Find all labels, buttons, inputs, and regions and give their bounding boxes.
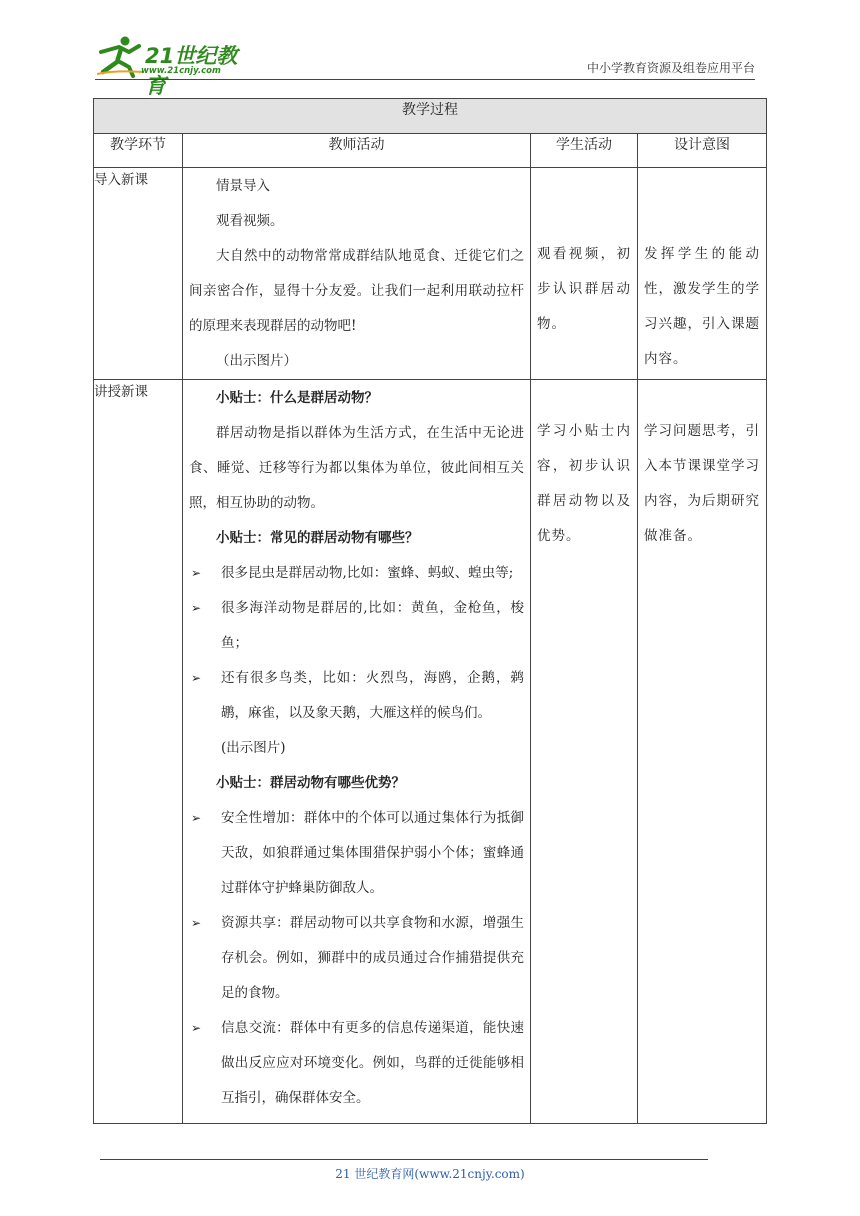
- page-header: [95, 28, 755, 98]
- table-row: [94, 168, 767, 380]
- design-intent-text: 学习问题思考，引入本节课课堂学习内容，为后期研究做准备。: [644, 423, 760, 544]
- design-intent-text: 发挥学生的能动性，激发学生的学习兴趣，引入课题内容。: [644, 246, 760, 367]
- tip-heading: 小贴士：常见的群居动物有哪些？: [216, 530, 419, 546]
- list-item: ➢ 很多昆虫是群居动物,比如：蜜蜂、蚂蚁、蝗虫等;: [189, 556, 524, 591]
- image-note: (出示图片): [221, 740, 286, 756]
- footer-text: 21 世纪教育网(www.21cnjy.com): [335, 1167, 525, 1181]
- stage-cell: 导入新课: [94, 168, 183, 380]
- student-activity-text: 学习小贴士内容，初步认识群居动物以及优势。: [537, 423, 631, 544]
- runner-logo-icon: [95, 34, 147, 78]
- tip-heading: 小贴士：群居动物有哪些优势？: [216, 775, 405, 791]
- logo-url: www.21cnjy.com: [141, 66, 221, 76]
- list-item: ➢ 安全性增加：群体中的个体可以通过集体行为抵御天敌，如狼群通过集体围猎保护弱小个体；蜜蜂通过群体守护蜂巢防御敌人。: [189, 801, 524, 906]
- column-header: 教学环节: [94, 134, 183, 168]
- arrow-bullet-icon: ➢: [191, 1021, 202, 1035]
- teacher-activity-cell: [183, 168, 531, 380]
- list-item: ➢ 资源共享：群居动物可以共享食物和水源，增强生存机会。例如，狮群中的成员通过合作捕猎提供充足的食物。: [189, 906, 524, 1011]
- list-item: ➢ 还有很多鸟类，比如：火烈鸟，海鸥，企鹅，鹈鹕，麻雀，以及象天鹅，大雁这样的候鸟们。: [189, 661, 524, 731]
- column-header: 学生活动: [531, 134, 638, 168]
- platform-name: 中小学教育资源及组卷应用平台: [586, 61, 755, 75]
- footer-divider: [100, 1159, 708, 1160]
- list-item: ➢ 很多海洋动物是群居的,比如：黄鱼，金枪鱼，梭鱼；: [189, 591, 524, 661]
- table-title: 教学过程: [94, 99, 767, 134]
- arrow-bullet-icon: ➢: [191, 811, 202, 825]
- table-row: [94, 380, 767, 1124]
- paragraph: 情景导入: [216, 178, 270, 194]
- arrow-bullet-icon: ➢: [191, 671, 202, 685]
- student-activity-cell: [531, 168, 638, 380]
- paragraph: （出示图片）: [216, 353, 297, 369]
- student-activity-cell: [531, 380, 638, 1124]
- arrow-bullet-icon: ➢: [191, 566, 202, 580]
- arrow-bullet-icon: ➢: [191, 601, 202, 615]
- arrow-bullet-icon: ➢: [191, 916, 202, 930]
- tip-heading: 小贴士：什么是群居动物？: [216, 390, 378, 406]
- student-activity-text: 观看视频，初步认识群居动物。: [537, 246, 631, 332]
- lesson-process-table: [93, 98, 767, 1124]
- list-item: ➢ 信息交流：群体中有更多的信息传递渠道，能快速做出反应应对环境变化。例如，鸟群的迁徙能够相互指引，确保群体安全。: [189, 1011, 524, 1116]
- paragraph: 群居动物是指以群体为生活方式，在生活中无论进食、睡觉、迁移等行为都以集体为单位，彼此间相互关照，相互协助的动物。: [189, 425, 524, 511]
- stage-cell: 讲授新课: [94, 380, 183, 1124]
- logo: [95, 34, 255, 98]
- design-intent-cell: [638, 380, 767, 1124]
- design-intent-cell: [638, 168, 767, 380]
- column-header: 设计意图: [638, 134, 767, 168]
- paragraph: 观看视频。: [216, 213, 284, 229]
- teacher-activity-cell: [183, 380, 531, 1124]
- logo-text: 21世纪教育: [145, 44, 238, 98]
- header-divider: [95, 79, 755, 80]
- column-header: 教师活动: [183, 134, 531, 168]
- paragraph: 大自然中的动物常常成群结队地觅食、迁徙它们之间亲密合作，显得十分友爱。让我们一起利用联动拉杆的原理来表现群居的动物吧!: [189, 248, 524, 334]
